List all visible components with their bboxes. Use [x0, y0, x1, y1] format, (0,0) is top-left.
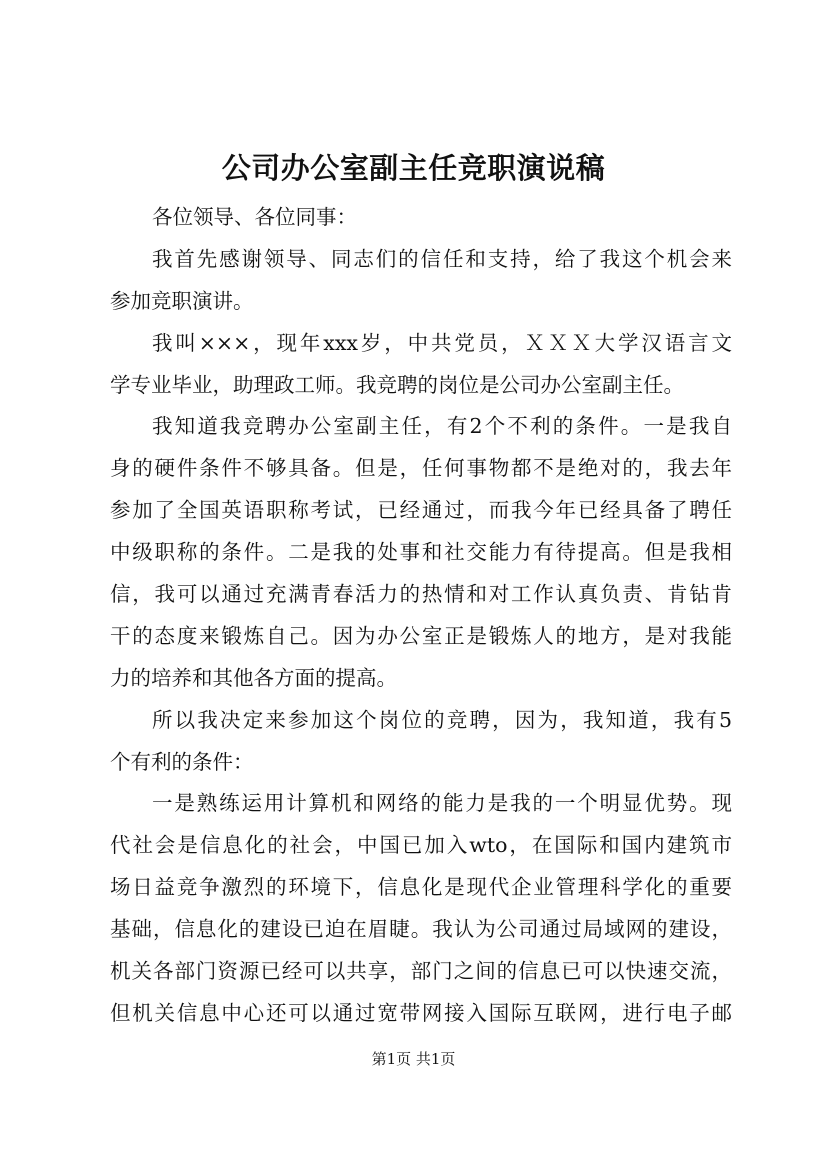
document-body	[110, 197, 732, 1035]
paragraph-line: 我叫×××，现年xxx岁，中共党员，ＸＸＸ大学汉语言文	[152, 330, 732, 355]
paragraph-line: 学专业毕业，助理政工师。我竞聘的岗位是公司办公室副主任。	[110, 372, 684, 397]
paragraph-line: 个有利的条件：	[110, 749, 254, 774]
paragraph-line: 参加竞职演讲。	[110, 288, 254, 313]
paragraph-line: 一是熟练运用计算机和网络的能力是我的一个明显优势。现	[152, 791, 732, 816]
paragraph-line: 身的硬件条件不够具备。但是，任何事物都不是绝对的，我去年	[110, 456, 732, 481]
paragraph-line: 干的态度来锻炼自己。因为办公室正是锻炼人的地方，是对我能	[110, 623, 732, 648]
paragraph-line: 代社会是信息化的社会，中国已加入wto，在国际和国内建筑市	[110, 833, 732, 858]
paragraph-line: 所以我决定来参加这个岗位的竞聘，因为，我知道，我有5	[152, 707, 732, 732]
paragraph-line: 但机关信息中心还可以通过宽带网接入国际互联网，进行电子邮	[110, 1000, 732, 1025]
paragraph-line: 我知道我竞聘办公室副主任，有2个不利的条件。一是我自	[152, 414, 732, 439]
paragraph-line: 我首先感谢领导、同志们的信任和支持，给了我这个机会来	[152, 246, 732, 271]
paragraph-line: 中级职称的条件。二是我的处事和社交能力有待提高。但是我相	[110, 540, 732, 565]
paragraph-line: 各位领导、各位同事：	[152, 205, 357, 229]
paragraph-line: 机关各部门资源已经可以共享，部门之间的信息已可以快速交流，	[110, 959, 732, 984]
paragraph-line: 基础，信息化的建设已迫在眉睫。我认为公司通过局域网的建设，	[110, 917, 732, 942]
paragraph-line: 信，我可以通过充满青春活力的热情和对工作认真负责、肯钻肯	[110, 582, 732, 607]
paragraph-line: 参加了全国英语职称考试，已经通过，而我今年已经具备了聘任	[110, 498, 732, 523]
paragraph-line: 场日益竞争激烈的环境下，信息化是现代企业管理科学化的重要	[110, 875, 732, 900]
page-number-footer: 第1页 共1页	[371, 1050, 456, 1068]
document-title: 公司办公室副主任竞职演说稿	[221, 151, 606, 185]
paragraph-line: 力的培养和其他各方面的提高。	[110, 665, 397, 690]
